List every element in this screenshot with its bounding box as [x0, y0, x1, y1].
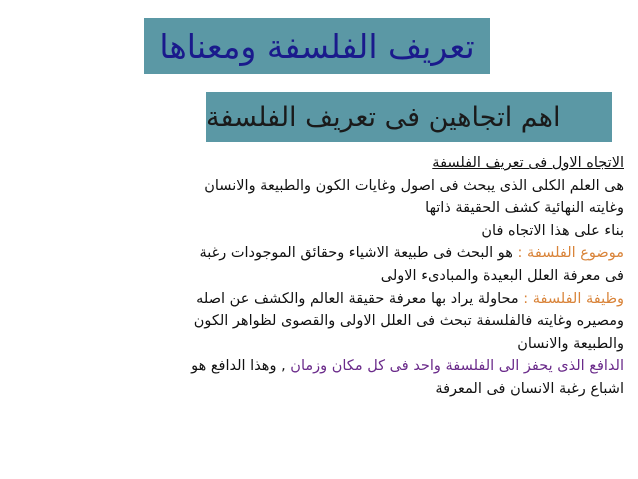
function-text: محاولة يراد بها معرفة حقيقة العالم والكشف عن اصله — [196, 290, 524, 307]
first-approach-line-3: بناء على هذا الاتجاه فان — [481, 222, 624, 239]
first-approach-line-1: هى العلم الكلى الذى يبحث فى اصول وغايات الكون والطبيعة والانسان — [204, 177, 624, 194]
title-banner — [144, 18, 490, 74]
subtitle-banner — [206, 92, 612, 142]
first-approach-heading: الاتجاه الاول فى تعريف الفلسفة — [432, 155, 624, 171]
first-approach-line-2: وغايته النهائية كشف الحقيقة ذاتها — [425, 200, 624, 217]
motive-purple-text: الدافع الذى يحفز الى الفلسفة واحد فى كل مكان وزمان — [290, 358, 624, 375]
function-paragraph — [18, 288, 624, 311]
page-title: تعريف الفلسفة ومعناها — [159, 26, 475, 66]
motive-dark-text: , وهذا الدافع هو — [191, 358, 291, 375]
topic-line-2: فى معرفة العلل البعيدة والمبادىء الاولى — [380, 267, 624, 284]
function-label: وظيفة الفلسفة : — [523, 290, 624, 307]
function-line-3: والطبيعة والانسان — [517, 335, 624, 352]
content-body — [18, 152, 624, 401]
function-line-2: ومصيره وغايته فالفلسفة تبحث فى العلل الاولى والقصوى لظواهر الكون — [193, 313, 624, 330]
topic-text: هو البحث فى طبيعة الاشياء وحقائق الموجودات رغبة — [199, 245, 518, 262]
motive-paragraph — [18, 355, 624, 378]
motive-line-2: اشباع رغبة الانسان فى المعرفة — [435, 380, 624, 397]
topic-paragraph — [18, 242, 624, 265]
topic-label: موضوع الفلسفة : — [517, 245, 624, 262]
page-subtitle: اهم اتجاهين فى تعريف الفلسفة — [206, 101, 561, 133]
